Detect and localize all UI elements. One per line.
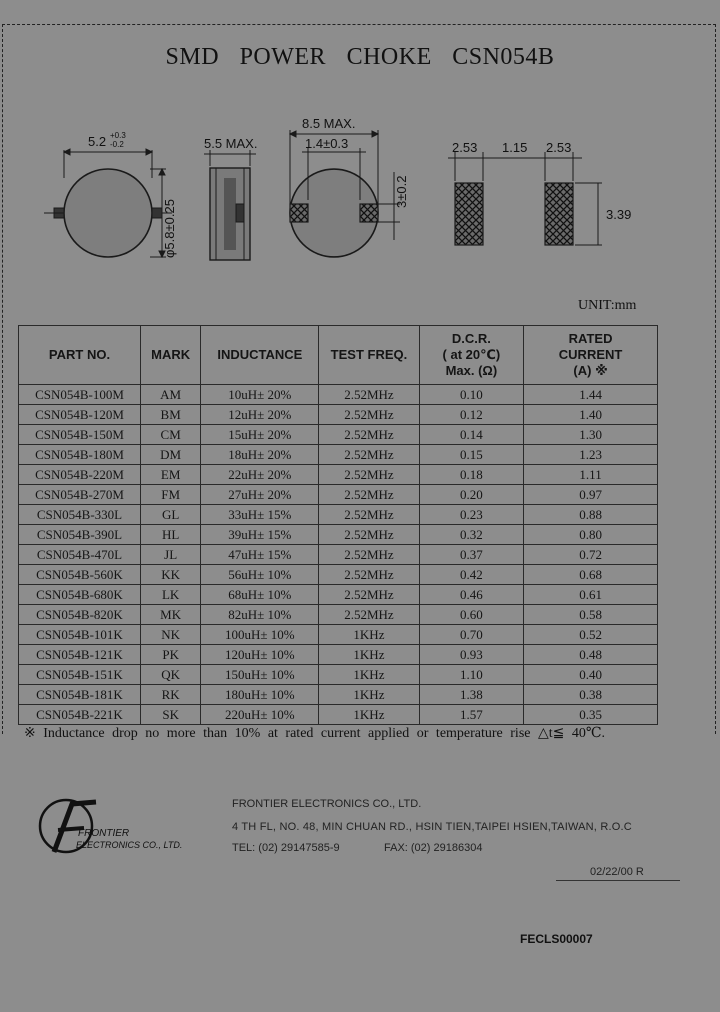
dim-terminal-h-label: 3±0.2 <box>394 175 409 208</box>
table-row <box>19 685 658 705</box>
table-row <box>19 545 658 565</box>
top-view-terminal-right <box>152 208 162 218</box>
cell-inductance: 180uH± 10% <box>201 685 319 705</box>
cell-mark: DM <box>140 445 200 465</box>
pad-left-width: 2.53 <box>452 140 478 155</box>
pad-right-width: 2.53 <box>546 140 572 155</box>
company-name: FRONTIER ELECTRONICS CO., LTD. <box>232 798 422 810</box>
cell-dcr: 0.46 <box>419 585 524 605</box>
cell-part-number: CSN054B-100M <box>19 385 141 405</box>
page-title: SMD POWER CHOKE CSN054B <box>165 44 555 70</box>
cell-mark: JL <box>140 545 200 565</box>
company-tel: TEL: (02) 29147585-9 <box>232 842 340 854</box>
cell-test-freq: 2.52MHz <box>319 425 419 445</box>
cell-test-freq: 2.52MHz <box>319 565 419 585</box>
cell-rated-current: 1.30 <box>524 425 658 445</box>
pad-right <box>545 183 573 245</box>
header-dcr-line2: ( at 20℃) <box>442 347 501 362</box>
document-code: FECLS00007 <box>520 932 593 946</box>
cell-mark: RK <box>140 685 200 705</box>
cell-rated-current: 0.61 <box>524 585 658 605</box>
header-mark: MARK <box>140 326 200 385</box>
cell-inductance: 22uH± 20% <box>201 465 319 485</box>
cell-dcr: 0.93 <box>419 645 524 665</box>
frame-top-border <box>2 24 716 25</box>
cell-test-freq: 2.52MHz <box>319 445 419 465</box>
cell-inductance: 18uH± 20% <box>201 445 319 465</box>
header-rated-current <box>524 326 658 385</box>
cell-mark: KK <box>140 565 200 585</box>
dim-diameter-label: φ5.8±0.25 <box>162 199 177 258</box>
cell-rated-current: 0.97 <box>524 485 658 505</box>
cell-test-freq: 2.52MHz <box>319 545 419 565</box>
cell-test-freq: 2.52MHz <box>319 465 419 485</box>
front-view-terminal-right <box>360 204 378 222</box>
cell-dcr: 0.18 <box>419 465 524 485</box>
table-row <box>19 425 658 445</box>
logo-text-line2: ELECTRONICS CO., LTD. <box>76 840 183 850</box>
cell-part-number: CSN054B-120M <box>19 405 141 425</box>
spec-table <box>18 325 658 725</box>
table-row <box>19 605 658 625</box>
table-row <box>19 585 658 605</box>
pad-left <box>455 183 483 245</box>
table-row <box>19 385 658 405</box>
table-row <box>19 505 658 525</box>
table-row <box>19 445 658 465</box>
table-row <box>19 705 658 725</box>
cell-rated-current: 1.44 <box>524 385 658 405</box>
cell-test-freq: 2.52MHz <box>319 525 419 545</box>
cell-inductance: 33uH± 15% <box>201 505 319 525</box>
cell-test-freq: 2.52MHz <box>319 385 419 405</box>
cell-mark: MK <box>140 605 200 625</box>
cell-inductance: 47uH± 15% <box>201 545 319 565</box>
cell-rated-current: 1.23 <box>524 445 658 465</box>
cell-part-number: CSN054B-560K <box>19 565 141 585</box>
table-row <box>19 645 658 665</box>
cell-inductance: 10uH± 20% <box>201 385 319 405</box>
table-row <box>19 665 658 685</box>
cell-dcr: 0.20 <box>419 485 524 505</box>
cell-test-freq: 2.52MHz <box>319 585 419 605</box>
dim-length-label: 8.5 MAX. <box>302 116 356 131</box>
table-body <box>19 385 658 725</box>
cell-test-freq: 1KHz <box>319 705 419 725</box>
cell-mark: HL <box>140 525 200 545</box>
cell-test-freq: 2.52MHz <box>319 485 419 505</box>
header-dcr-line1: D.C.R. <box>451 331 491 346</box>
cell-inductance: 150uH± 10% <box>201 665 319 685</box>
pad-height: 3.39 <box>606 207 632 222</box>
header-rated-line2: CURRENT <box>558 347 623 362</box>
cell-inductance: 27uH± 20% <box>201 485 319 505</box>
cell-mark: SK <box>140 705 200 725</box>
company-fax: FAX: (02) 29186304 <box>384 842 483 854</box>
header-rated-line1: RATED <box>568 331 613 346</box>
cell-rated-current: 0.52 <box>524 625 658 645</box>
cell-mark: NK <box>140 625 200 645</box>
cell-dcr: 0.32 <box>419 525 524 545</box>
cell-rated-current: 1.40 <box>524 405 658 425</box>
dim-height-label: 5.5 MAX. <box>204 136 258 151</box>
cell-part-number: CSN054B-680K <box>19 585 141 605</box>
dim-width-label: 5.2 <box>88 134 107 149</box>
cell-mark: EM <box>140 465 200 485</box>
cell-mark: AM <box>140 385 200 405</box>
cell-dcr: 0.60 <box>419 605 524 625</box>
table-row <box>19 625 658 645</box>
logo-text-line1: FRONTIER <box>78 828 130 839</box>
cell-part-number: CSN054B-220M <box>19 465 141 485</box>
date-underline <box>556 880 680 881</box>
header-dcr <box>419 326 524 385</box>
cell-dcr: 0.15 <box>419 445 524 465</box>
cell-part-number: CSN054B-330L <box>19 505 141 525</box>
cell-part-number: CSN054B-390L <box>19 525 141 545</box>
front-view-terminal-left <box>290 204 308 222</box>
cell-inductance: 82uH± 10% <box>201 605 319 625</box>
cell-part-number: CSN054B-820K <box>19 605 141 625</box>
revision-date: 02/22/00 R <box>590 866 644 878</box>
footnote: ※ Inductance drop no more than 10% at rated current applied or temperature rise △t≦ 40℃. <box>24 726 606 741</box>
cell-rated-current: 0.88 <box>524 505 658 525</box>
table-row <box>19 465 658 485</box>
cell-test-freq: 1KHz <box>319 665 419 685</box>
cell-dcr: 0.10 <box>419 385 524 405</box>
cell-rated-current: 0.38 <box>524 685 658 705</box>
table-row <box>19 565 658 585</box>
cell-test-freq: 2.52MHz <box>319 405 419 425</box>
cell-dcr: 0.14 <box>419 425 524 445</box>
header-part: PART NO. <box>19 326 141 385</box>
header-inductance: INDUCTANCE <box>201 326 319 385</box>
cell-test-freq: 2.52MHz <box>319 605 419 625</box>
company-address: 4 TH FL, NO. 48, MIN CHUAN RD., HSIN TIEN,TAIPEI HSIEN,TAIWAN, R.O.C <box>232 821 632 833</box>
cell-rated-current: 0.35 <box>524 705 658 725</box>
cell-rated-current: 0.48 <box>524 645 658 665</box>
cell-test-freq: 1KHz <box>319 685 419 705</box>
header-dcr-line3: Max. (Ω) <box>445 363 498 378</box>
dim-terminal-label: 1.4±0.3 <box>305 136 349 151</box>
cell-part-number: CSN054B-121K <box>19 645 141 665</box>
cell-inductance: 120uH± 10% <box>201 645 319 665</box>
cell-inductance: 220uH± 10% <box>201 705 319 725</box>
top-view-body <box>64 169 152 257</box>
table-row <box>19 405 658 425</box>
cell-rated-current: 0.40 <box>524 665 658 685</box>
cell-inductance: 12uH± 20% <box>201 405 319 425</box>
cell-inductance: 39uH± 15% <box>201 525 319 545</box>
cell-mark: QK <box>140 665 200 685</box>
cell-part-number: CSN054B-150M <box>19 425 141 445</box>
cell-part-number: CSN054B-151K <box>19 665 141 685</box>
cell-part-number: CSN054B-180M <box>19 445 141 465</box>
cell-dcr: 1.10 <box>419 665 524 685</box>
cell-part-number: CSN054B-181K <box>19 685 141 705</box>
header-rated-line3: (A) ※ <box>573 363 608 378</box>
cell-inductance: 15uH± 20% <box>201 425 319 445</box>
cell-rated-current: 0.80 <box>524 525 658 545</box>
cell-dcr: 0.70 <box>419 625 524 645</box>
unit-label: UNIT:mm <box>578 298 637 313</box>
company-logo <box>36 794 206 864</box>
table-row <box>19 525 658 545</box>
table-header-row <box>19 326 658 385</box>
cell-rated-current: 0.72 <box>524 545 658 565</box>
cell-test-freq: 1KHz <box>319 625 419 645</box>
cell-mark: FM <box>140 485 200 505</box>
cell-rated-current: 0.58 <box>524 605 658 625</box>
pad-gap: 1.15 <box>502 140 528 155</box>
dim-width-tol-plus: +0.3 <box>110 131 126 140</box>
dimension-drawing <box>0 108 720 288</box>
cell-part-number: CSN054B-270M <box>19 485 141 505</box>
cell-inductance: 68uH± 10% <box>201 585 319 605</box>
cell-mark: PK <box>140 645 200 665</box>
cell-part-number: CSN054B-470L <box>19 545 141 565</box>
cell-mark: LK <box>140 585 200 605</box>
table-row <box>19 485 658 505</box>
cell-dcr: 0.23 <box>419 505 524 525</box>
cell-test-freq: 1KHz <box>319 645 419 665</box>
header-freq: TEST FREQ. <box>319 326 419 385</box>
cell-part-number: CSN054B-101K <box>19 625 141 645</box>
cell-inductance: 56uH± 10% <box>201 565 319 585</box>
dim-width-tol-minus: -0.2 <box>110 140 124 149</box>
cell-mark: CM <box>140 425 200 445</box>
cell-test-freq: 2.52MHz <box>319 505 419 525</box>
cell-part-number: CSN054B-221K <box>19 705 141 725</box>
side-view-terminal <box>236 204 244 222</box>
cell-mark: BM <box>140 405 200 425</box>
cell-dcr: 1.38 <box>419 685 524 705</box>
cell-dcr: 0.42 <box>419 565 524 585</box>
cell-mark: GL <box>140 505 200 525</box>
cell-dcr: 1.57 <box>419 705 524 725</box>
cell-inductance: 100uH± 10% <box>201 625 319 645</box>
cell-dcr: 0.37 <box>419 545 524 565</box>
cell-rated-current: 1.11 <box>524 465 658 485</box>
cell-rated-current: 0.68 <box>524 565 658 585</box>
cell-dcr: 0.12 <box>419 405 524 425</box>
